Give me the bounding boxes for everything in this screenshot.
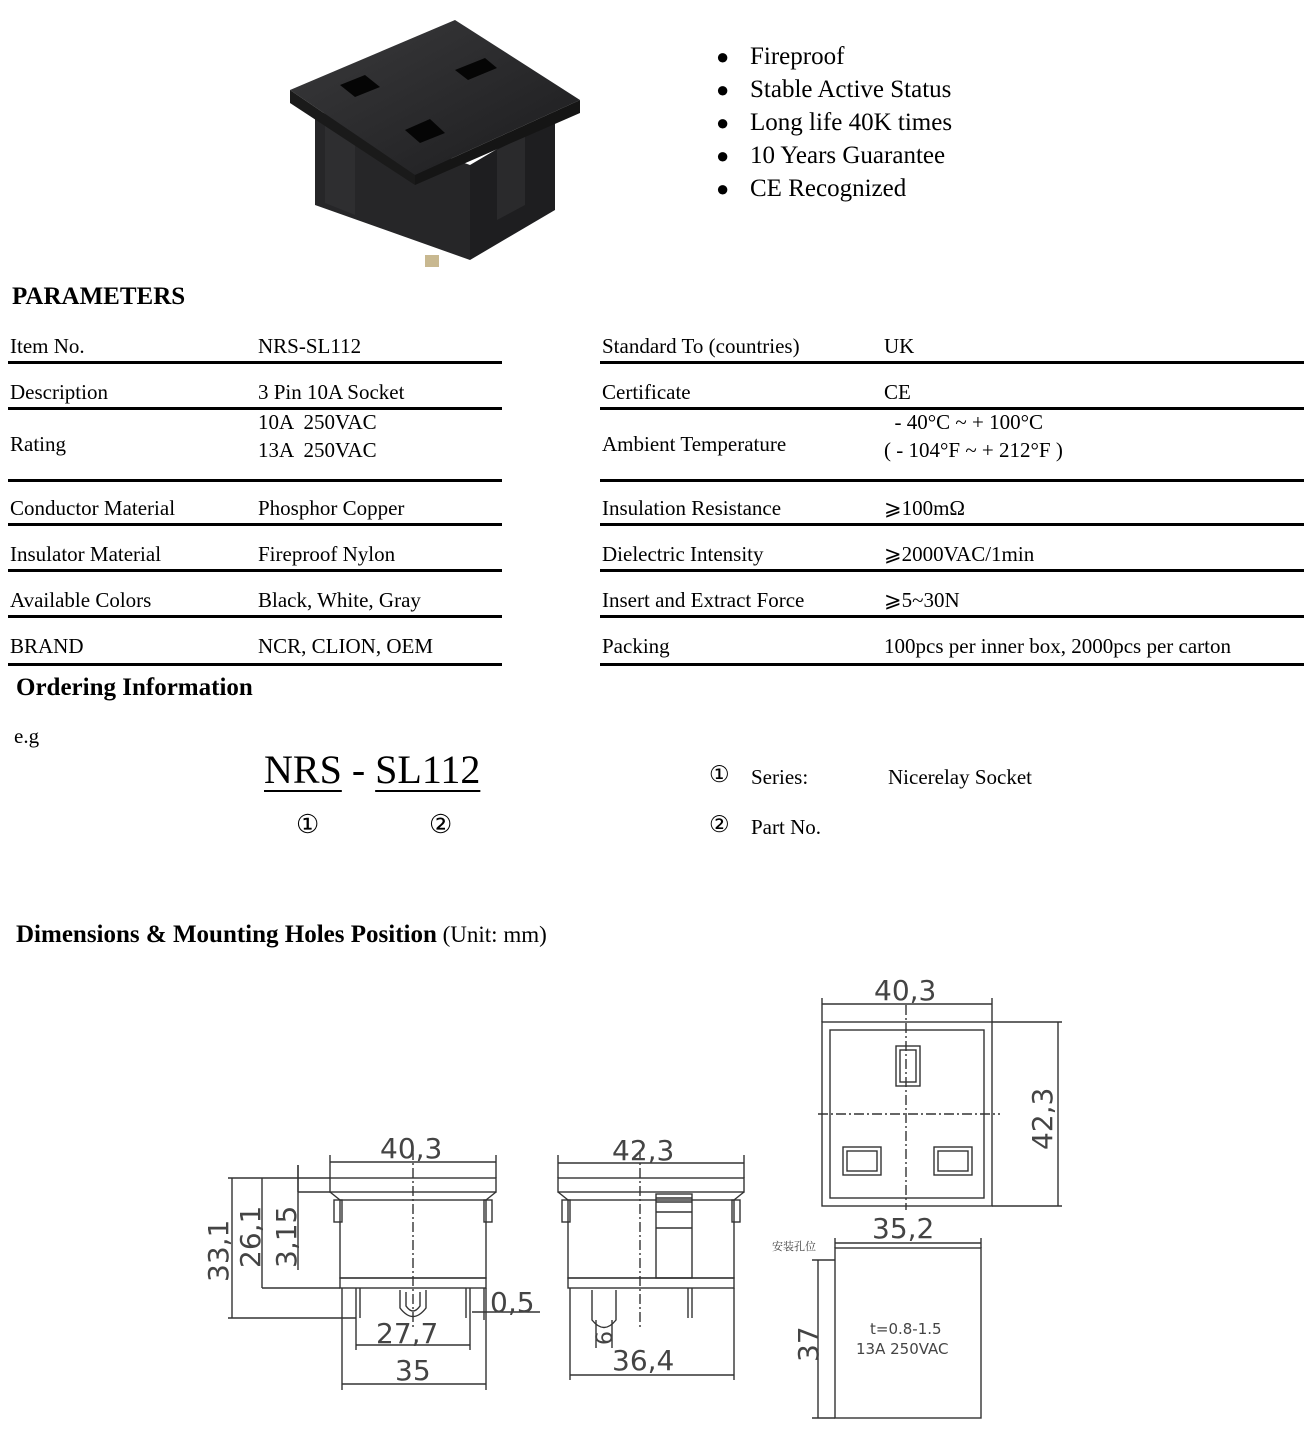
- dimension-drawings: [0, 960, 1310, 1450]
- param-value: UK: [884, 334, 915, 358]
- dimensions-unit: (Unit: mm): [436, 922, 547, 947]
- param-label: Ambient Temperature: [602, 432, 787, 456]
- param-value: ⩾5~30N: [884, 588, 960, 612]
- dim-front-flange: 3,15: [270, 1205, 303, 1268]
- param-label: Insulation Resistance: [602, 496, 782, 520]
- param-row: [600, 620, 1304, 666]
- param-value: Phosphor Copper: [258, 496, 405, 520]
- param-row: [8, 620, 502, 666]
- product-photo: [285, 15, 585, 275]
- marker-2: ②: [429, 810, 453, 839]
- dimensions-heading: [16, 921, 547, 949]
- param-row: [8, 528, 502, 572]
- param-value: 100pcs per inner box, 2000pcs per carton: [884, 634, 1231, 658]
- param-label: Dielectric Intensity: [602, 542, 764, 566]
- order-code-series: NRS: [264, 747, 342, 792]
- param-value: 10A 250VAC: [258, 410, 377, 434]
- param-value: NCR, CLION, OEM: [258, 634, 434, 658]
- bullet-icon: ●: [716, 143, 730, 168]
- param-value: ⩾2000VAC/1min: [884, 542, 1035, 566]
- eg-label: e.g: [14, 724, 40, 748]
- param-row: [8, 574, 502, 618]
- param-row: [600, 412, 1304, 482]
- dimensions-title: Dimensions & Mounting Holes Position: [16, 921, 437, 948]
- dim-front-height-total: 33,1: [202, 1219, 235, 1282]
- param-label: BRAND: [10, 634, 84, 658]
- order-code-sep: -: [341, 747, 376, 792]
- legend-value-series: Nicerelay Socket: [888, 765, 1033, 789]
- parameters-title: PARAMETERS: [12, 283, 186, 310]
- param-label: Certificate: [602, 380, 691, 404]
- legend-label-part: Part No.: [751, 815, 821, 839]
- bullet-icon: ●: [716, 176, 730, 201]
- param-value: - 40°C ~ + 100°C: [884, 410, 1044, 434]
- param-label: Item No.: [10, 334, 85, 358]
- feature-list: [712, 40, 952, 205]
- dim-top-width: 40,3: [874, 974, 937, 1007]
- param-label: Insulator Material: [10, 542, 162, 566]
- feature-item: ● Long life 40K times: [712, 106, 952, 139]
- feature-item: ● 10 Years Guarantee: [712, 139, 952, 172]
- order-code-part: SL112: [375, 747, 481, 792]
- dim-top-height: 42,3: [1026, 1087, 1059, 1150]
- param-row: [8, 320, 502, 364]
- bullet-icon: ●: [716, 77, 730, 102]
- cutout-rating: 13A 250VAC: [856, 1340, 949, 1358]
- legend-marker-1: ①: [709, 762, 730, 787]
- param-value: ⩾100mΩ: [884, 496, 966, 520]
- dim-front-height-body: 26,1: [234, 1205, 267, 1268]
- feature-item: ● CE Recognized: [712, 172, 952, 205]
- dim-cutout-height: 37: [792, 1326, 825, 1362]
- cutout-note: 安装孔位: [772, 1240, 816, 1253]
- ordering-title: Ordering Information: [16, 674, 253, 701]
- param-label: Packing: [602, 634, 670, 658]
- front-view-drawing: [228, 1150, 540, 1390]
- param-row: [600, 574, 1304, 618]
- cutout-thickness: t=0.8-1.5: [870, 1320, 942, 1338]
- param-label: Description: [10, 380, 108, 404]
- marker-1: ①: [296, 810, 320, 839]
- order-code: [264, 746, 480, 793]
- dim-side-pin-width: 6: [593, 1331, 618, 1345]
- param-label: Insert and Extract Force: [602, 588, 805, 612]
- param-row: [8, 412, 502, 482]
- param-row: [8, 366, 502, 410]
- bullet-icon: ●: [716, 110, 730, 135]
- param-value: Black, White, Gray: [258, 588, 421, 612]
- dim-front-pin-thickness: 0,5: [490, 1286, 535, 1319]
- param-value: ( - 104°F ~ + 212°F ): [884, 438, 1063, 462]
- dim-front-base-width: 35: [395, 1354, 431, 1387]
- legend-marker-2: ②: [709, 812, 730, 837]
- param-value: NRS-SL112: [258, 334, 362, 358]
- param-row: [600, 482, 1304, 526]
- bullet-icon: ●: [716, 44, 730, 69]
- param-value: 13A 250VAC: [258, 438, 377, 462]
- param-label: Conductor Material: [10, 496, 176, 520]
- feature-item: ● Fireproof: [712, 40, 952, 73]
- param-value: CE: [884, 380, 911, 404]
- param-value: 3 Pin 10A Socket: [258, 380, 405, 404]
- param-value: Fireproof Nylon: [258, 542, 396, 566]
- legend-label-series: Series:: [751, 765, 809, 789]
- dim-side-base-width: 36,4: [612, 1344, 675, 1377]
- param-label: Available Colors: [10, 588, 152, 612]
- dim-front-width: 40,3: [380, 1132, 443, 1165]
- param-label: Standard To (countries): [602, 334, 800, 358]
- dim-front-pin-span: 27,7: [376, 1317, 439, 1350]
- param-row: [600, 320, 1304, 364]
- param-row: [600, 366, 1304, 410]
- param-row: [8, 482, 502, 526]
- dim-side-width: 42,3: [612, 1134, 675, 1167]
- param-label: Rating: [10, 432, 66, 456]
- param-row: [600, 528, 1304, 572]
- feature-item: ● Stable Active Status: [712, 73, 952, 106]
- dim-cutout-width: 35,2: [872, 1212, 935, 1245]
